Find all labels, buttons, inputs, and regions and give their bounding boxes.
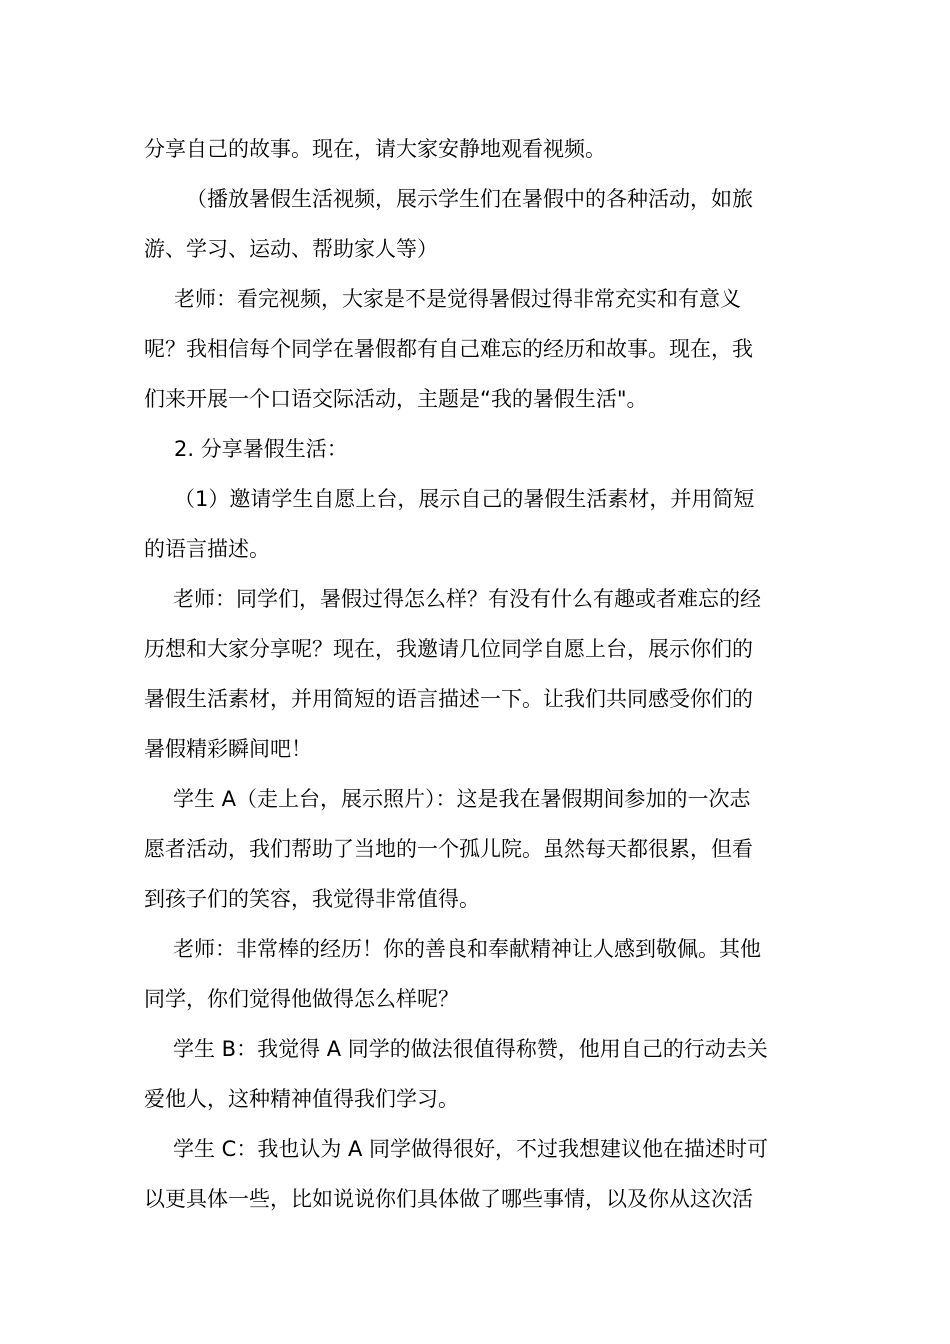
text-line: 历想和大家分享呢？现在，我邀请几位同学自愿上台，展示你们的: [144, 637, 753, 661]
text-line: 呢？我相信每个同学在暑假都有自己难忘的经历和故事。现在，我: [144, 337, 753, 361]
text-line: （1）邀请学生自愿上台，展示自己的暑假生活素材，并用简短: [174, 487, 755, 511]
text-line: 游、学习、运动、帮助家人等）: [144, 237, 438, 261]
text-line: 老师：同学们，暑假过得怎么样？有没有什么有趣或者难忘的经: [173, 587, 761, 611]
text-line: 学生 C：我也认为 A 同学做得很好，不过我想建议他在描述时可: [173, 1137, 769, 1161]
text-line: 爱他人，这种精神值得我们学习。: [144, 1087, 459, 1111]
text-line: 同学，你们觉得他做得怎么样呢？: [144, 987, 459, 1011]
text-line: 到孩子们的笑容，我觉得非常值得。: [144, 887, 480, 911]
text-line: 暑假精彩瞬间吧！: [144, 737, 312, 761]
text-line: 2. 分享暑假生活：: [174, 437, 348, 461]
document-body: [144, 124, 806, 1224]
text-line: 暑假生活素材，并用简短的语言描述一下。让我们共同感受你们的: [144, 687, 753, 711]
text-line: 学生 A（走上台，展示照片）：这是我在暑假期间参加的一次志: [173, 787, 751, 811]
text-line: 的语言描述。: [144, 537, 270, 561]
text-line: 们来开展一个口语交际活动，主题是“我的暑假生活"。: [144, 387, 648, 411]
text-line: 老师：看完视频，大家是不是觉得暑假过得非常充实和有意义: [174, 287, 741, 311]
text-line: 愿者活动，我们帮助了当地的一个孤儿院。虽然每天都很累，但看: [144, 837, 753, 861]
text-line: 老师：非常棒的经历！你的善良和奉献精神让人感到敬佩。其他: [173, 937, 761, 961]
text-line: 以更具体一些，比如说说你们具体做了哪些事情，以及你从这次活: [144, 1187, 753, 1211]
text-line: 分享自己的故事。现在，请大家安静地观看视频。: [144, 137, 606, 161]
text-line: （播放暑假生活视频，展示学生们在暑假中的各种活动，如旅: [186, 187, 753, 211]
text-line: 学生 B：我觉得 A 同学的做法很值得称赞，他用自己的行动去关: [173, 1037, 768, 1061]
